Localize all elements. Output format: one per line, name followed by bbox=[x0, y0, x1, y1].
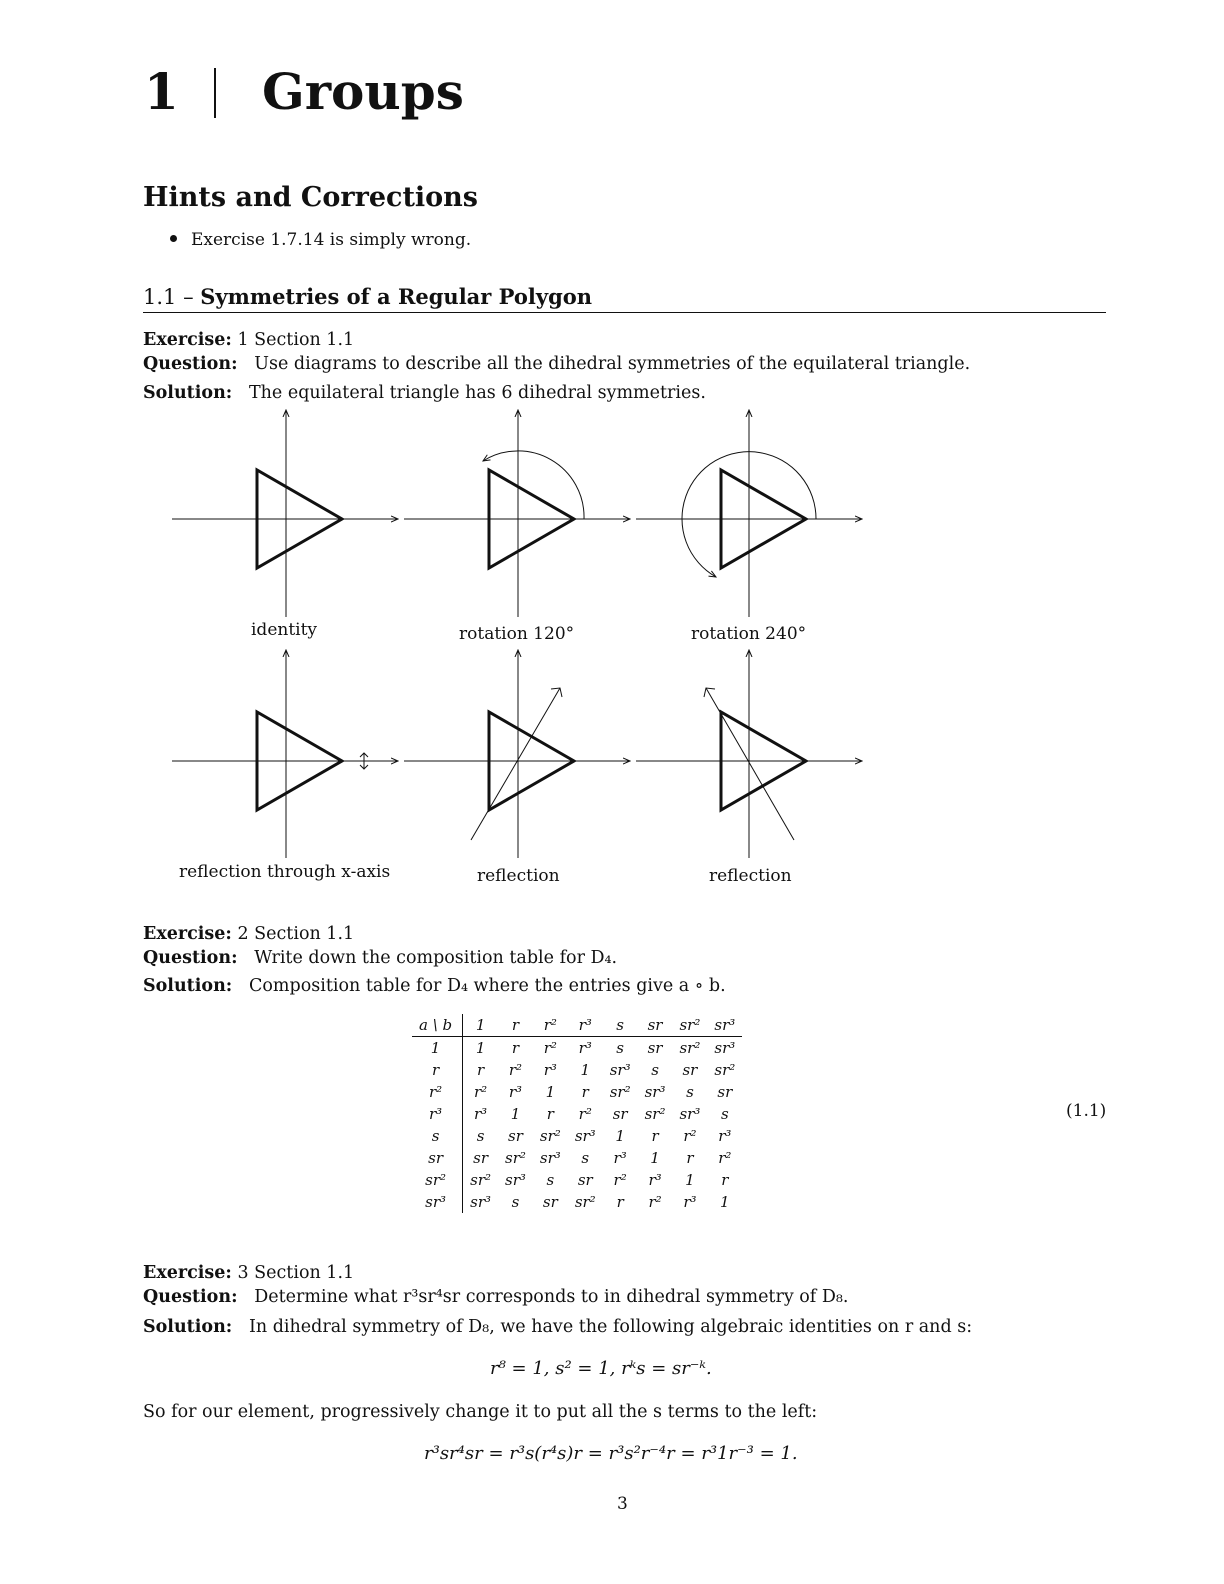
table-row bbox=[412, 1059, 742, 1081]
table-header-cell: sr² bbox=[672, 1014, 707, 1037]
table-row-header: r bbox=[412, 1059, 463, 1081]
table-cell: sr bbox=[542, 1193, 558, 1211]
section-heading bbox=[143, 284, 592, 309]
table-row bbox=[412, 1169, 742, 1191]
equation-number: (1.1) bbox=[1066, 1101, 1107, 1121]
identities-equation: r⁸ = 1, s² = 1, rᵏs = sr⁻ᵏ. bbox=[490, 1358, 712, 1379]
table-cell: s bbox=[686, 1083, 694, 1101]
table-row bbox=[412, 1147, 742, 1169]
table-cell: r² bbox=[613, 1171, 627, 1189]
table-cell: s bbox=[651, 1061, 659, 1079]
table-cell: s bbox=[476, 1127, 485, 1145]
table-cell: sr bbox=[647, 1039, 663, 1057]
derivation-equation: r³sr⁴sr = r³s(r⁴s)r = r³s²r⁻⁴r = r³1r⁻³ = 1. bbox=[424, 1443, 798, 1464]
table-row-header: sr³ bbox=[412, 1191, 463, 1213]
hint-text: Exercise 1.7.14 is simply wrong. bbox=[191, 230, 472, 250]
ex1-exercise-line: Exercise: 1 Section 1.1 bbox=[143, 330, 355, 350]
table-cell: r³ bbox=[648, 1171, 662, 1189]
caption-identity: identity bbox=[251, 620, 318, 640]
hints-heading: Hints and Corrections bbox=[143, 182, 479, 213]
caption-rotation-120: rotation 120° bbox=[459, 624, 575, 644]
ex3-solution-line: Solution: In dihedral symmetry of D₈, we have the following algebraic identities on r and s: bbox=[143, 1317, 973, 1337]
table-header-cell: r² bbox=[533, 1014, 568, 1037]
table-cell: r bbox=[546, 1105, 554, 1123]
table-cell: r² bbox=[473, 1083, 488, 1101]
chapter-title: Groups bbox=[262, 62, 464, 121]
table-row-header: sr bbox=[412, 1147, 463, 1169]
table-cell: r bbox=[721, 1171, 729, 1189]
table-cell: 1 bbox=[580, 1061, 591, 1079]
table-cell: r² bbox=[718, 1149, 732, 1167]
composition-table-wrap bbox=[412, 1014, 742, 1213]
ex3-question-line: Question: Determine what r³sr⁴sr corresponds to in dihedral symmetry of D₈. bbox=[143, 1287, 849, 1307]
ex2-solution-line: Solution: Composition table for D₄ where the entries give a ∘ b. bbox=[143, 976, 726, 996]
table-cell: 1 bbox=[720, 1193, 730, 1211]
rotation-120-arc bbox=[483, 451, 584, 519]
table-cell: sr² bbox=[609, 1083, 631, 1101]
ex3-exercise-line: Exercise: 3 Section 1.1 bbox=[143, 1263, 355, 1283]
table-row-header: s bbox=[412, 1125, 463, 1147]
bullet-dot bbox=[170, 235, 177, 242]
table-cell: s bbox=[511, 1193, 520, 1211]
section-number: 1.1 – bbox=[143, 285, 194, 309]
table-cell: sr³ bbox=[714, 1039, 736, 1057]
table-cell: sr² bbox=[679, 1039, 701, 1057]
table-cell: r³ bbox=[578, 1039, 592, 1057]
table-cell: sr bbox=[577, 1171, 593, 1189]
caption-reflection: reflection bbox=[477, 866, 560, 886]
table-cell: sr bbox=[717, 1083, 733, 1101]
table-header-cell: r bbox=[498, 1014, 533, 1037]
table-cell: r² bbox=[543, 1039, 557, 1057]
chapter-number: 1 bbox=[144, 62, 179, 121]
table-cell: r² bbox=[648, 1193, 662, 1211]
table-cell: r² bbox=[578, 1105, 592, 1123]
table-cell: r bbox=[477, 1061, 485, 1079]
table-row-header: r² bbox=[412, 1081, 463, 1103]
caption-reflection: reflection bbox=[709, 866, 792, 886]
table-cell: s bbox=[616, 1039, 624, 1057]
table-cell: sr³ bbox=[574, 1127, 596, 1145]
ex1-solution-line: Solution: The equilateral triangle has 6 dihedral symmetries. bbox=[143, 383, 706, 403]
table-cell: s bbox=[581, 1149, 590, 1167]
page-number: 3 bbox=[617, 1494, 628, 1514]
table-cell: 1 bbox=[475, 1039, 486, 1057]
table-cell: r² bbox=[683, 1127, 697, 1145]
table-row-header: sr² bbox=[412, 1169, 463, 1191]
table-cell: r³ bbox=[613, 1149, 627, 1167]
table-cell: sr bbox=[612, 1105, 628, 1123]
table-cell: r³ bbox=[683, 1193, 697, 1211]
table-cell: r³ bbox=[473, 1105, 488, 1123]
table-cell: r bbox=[616, 1193, 624, 1211]
table-cell: r³ bbox=[508, 1083, 523, 1101]
reflection-line-arrow bbox=[551, 688, 562, 697]
table-header-cell: sr³ bbox=[707, 1014, 742, 1037]
caption-reflection-x: reflection through x-axis bbox=[179, 862, 391, 882]
table-cell: r² bbox=[508, 1061, 523, 1079]
table-cell: s bbox=[546, 1171, 555, 1189]
table-corner: a \ b bbox=[412, 1014, 463, 1037]
table-cell: sr² bbox=[470, 1171, 492, 1189]
table-header-cell: r³ bbox=[568, 1014, 603, 1037]
table-cell: sr bbox=[473, 1149, 489, 1167]
table-cell: sr³ bbox=[505, 1171, 526, 1189]
table-cell: sr² bbox=[574, 1193, 596, 1211]
table-header-cell: s bbox=[603, 1014, 638, 1037]
table-cell: sr bbox=[682, 1061, 698, 1079]
reflection-line bbox=[706, 688, 794, 840]
table-cell: 1 bbox=[510, 1105, 521, 1123]
table-cell: r bbox=[581, 1083, 589, 1101]
table-header-row bbox=[412, 1014, 742, 1037]
section-title: Symmetries of a Regular Polygon bbox=[200, 284, 593, 309]
caption-rotation-240: rotation 240° bbox=[691, 624, 807, 644]
table-cell: 1 bbox=[685, 1171, 695, 1189]
table-cell: 1 bbox=[650, 1149, 660, 1167]
table-cell: r bbox=[511, 1039, 520, 1057]
reflection-line-arrow bbox=[704, 688, 715, 697]
table-row bbox=[412, 1103, 742, 1125]
ex3-followup: So for our element, progressively change it to put all the s terms to the left: bbox=[143, 1402, 818, 1422]
table-cell: sr bbox=[508, 1127, 523, 1145]
table-cell: r³ bbox=[543, 1061, 557, 1079]
composition-table bbox=[412, 1014, 742, 1213]
table-cell: r³ bbox=[718, 1127, 732, 1145]
table-cell: sr² bbox=[644, 1105, 666, 1123]
table-cell: r bbox=[651, 1127, 659, 1145]
table-row bbox=[412, 1191, 742, 1213]
table-row-header: r³ bbox=[412, 1103, 463, 1125]
table-cell: 1 bbox=[615, 1127, 625, 1145]
ex2-exercise-line: Exercise: 2 Section 1.1 bbox=[143, 924, 355, 944]
table-row-header: 1 bbox=[412, 1037, 463, 1060]
table-cell: r bbox=[686, 1149, 694, 1167]
reflection-line bbox=[471, 688, 560, 840]
table-cell: sr³ bbox=[679, 1105, 701, 1123]
table-cell: sr³ bbox=[609, 1061, 631, 1079]
table-cell: s bbox=[720, 1105, 729, 1123]
table-row bbox=[412, 1081, 742, 1103]
table-cell: 1 bbox=[545, 1083, 556, 1101]
table-header-cell: sr bbox=[638, 1014, 673, 1037]
section-rule bbox=[143, 312, 1106, 313]
table-cell: sr² bbox=[505, 1149, 526, 1167]
ex2-question-line: Question: Write down the composition table for D₄. bbox=[143, 948, 618, 968]
table-cell: sr³ bbox=[644, 1083, 666, 1101]
table-cell: sr² bbox=[539, 1127, 561, 1145]
table-row bbox=[412, 1125, 742, 1147]
table-header-cell: 1 bbox=[463, 1014, 498, 1037]
chapter-divider bbox=[214, 68, 216, 118]
table-cell: sr³ bbox=[470, 1193, 492, 1211]
hint-item bbox=[170, 230, 471, 250]
table-cell: sr³ bbox=[539, 1149, 561, 1167]
ex1-question-line: Question: Use diagrams to describe all the dihedral symmetries of the equilateral triangle. bbox=[143, 354, 971, 374]
table-row bbox=[412, 1037, 742, 1060]
table-cell: sr² bbox=[714, 1061, 736, 1079]
